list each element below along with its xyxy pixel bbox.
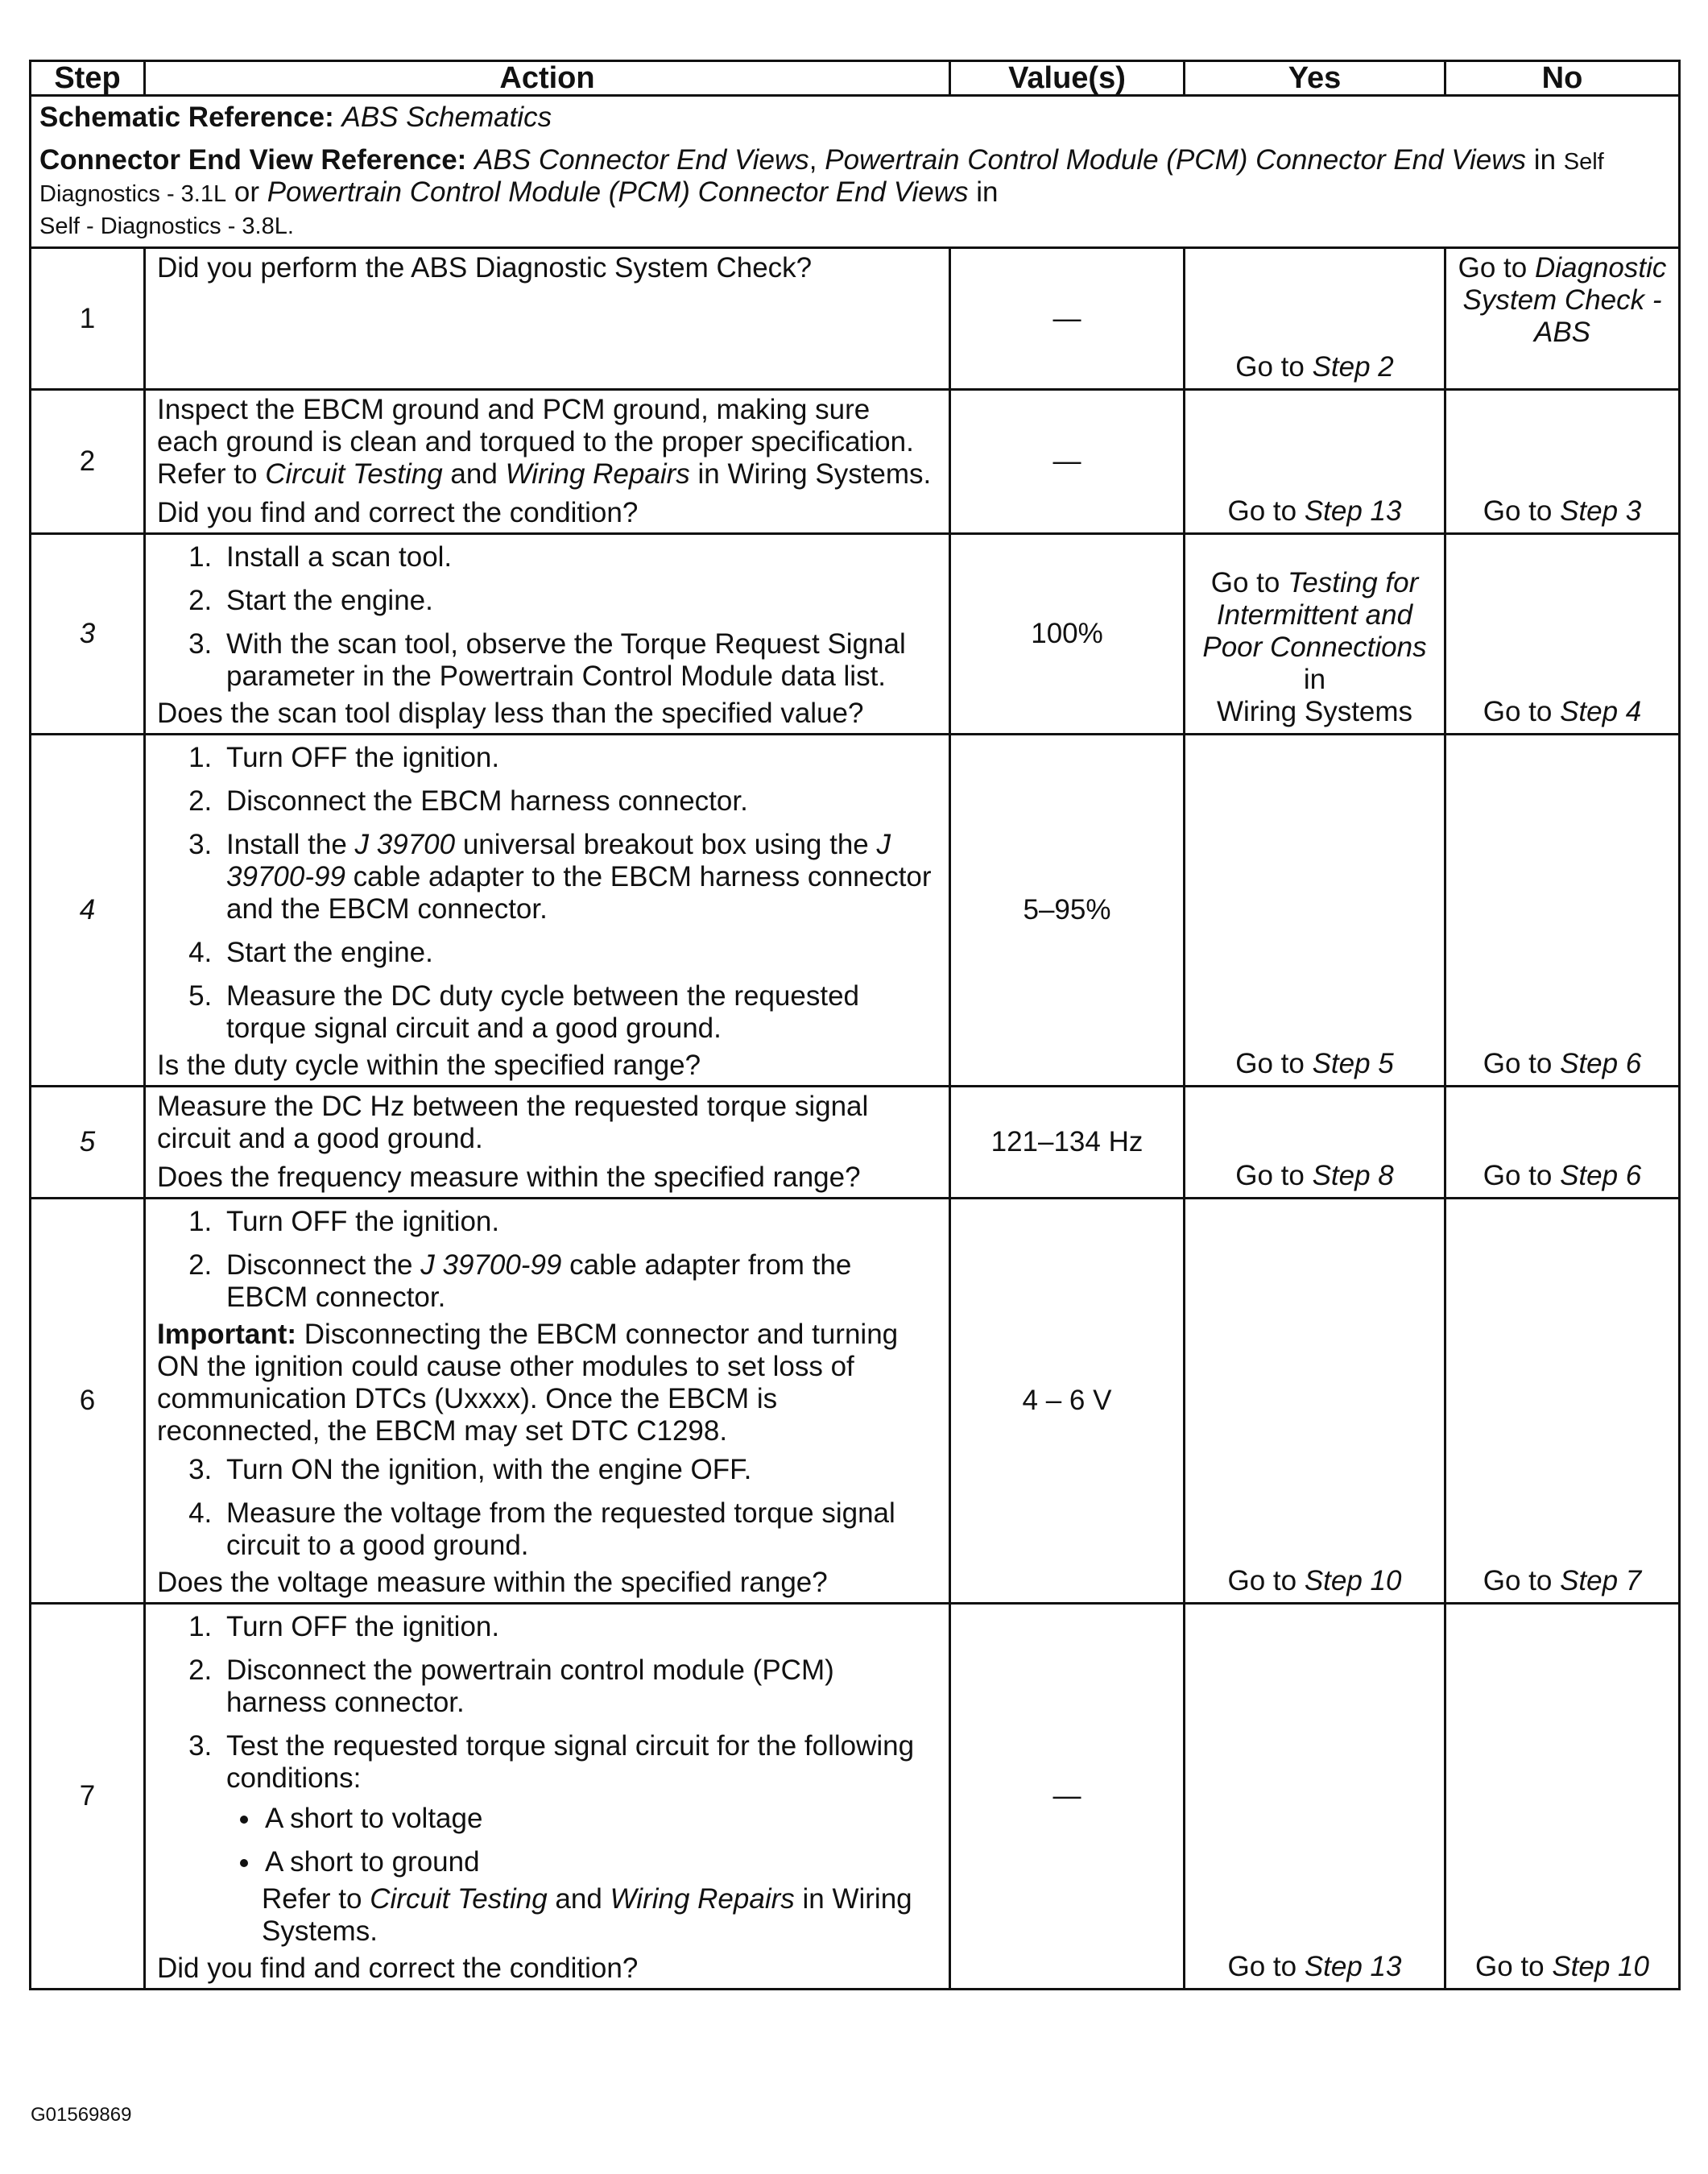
value-cell: 121–134 Hz (950, 1087, 1185, 1199)
list-item: 3. Turn ON the ignition, with the engine OFF. (220, 1454, 937, 1486)
action-cell (145, 1604, 950, 1990)
no-ref: Diagnostic System Check - ABS (1462, 252, 1667, 348)
table-row-step-1 (31, 248, 1680, 390)
value-cell: — (950, 390, 1185, 534)
yes-cell: Go to Step 10 (1185, 1199, 1445, 1604)
yes-cell: Go to Step 2 (1185, 248, 1445, 390)
connector-value-1: ABS Connector End Views (474, 144, 809, 176)
list-item: 1. Turn OFF the ignition. (220, 1206, 937, 1238)
header-values: Value(s) (950, 61, 1185, 96)
action-question: Is the duty cycle within the specified range? (157, 1050, 701, 1081)
list-item: 4. Start the engine. (220, 937, 937, 969)
list-item: • A short to voltage (262, 1803, 937, 1835)
step-number: 7 (31, 1604, 145, 1990)
list-item: 1. Turn OFF the ignition. (220, 1611, 937, 1643)
yes-cell: Go to Step 13 (1185, 390, 1445, 534)
no-cell: Go to Step 6 (1445, 735, 1680, 1087)
no-cell: Go to Step 7 (1445, 1199, 1680, 1604)
table-row-step-2 (31, 390, 1680, 534)
no-cell: Go to Diagnostic System Check - ABS (1445, 248, 1680, 390)
yes-ref: Step 13 (1304, 495, 1402, 527)
schematic-value: ABS Schematics (341, 101, 552, 133)
schematic-reference (39, 101, 1670, 134)
list-item: 1. Turn OFF the ignition. (220, 742, 937, 774)
action-question: Does the frequency measure within the specified range? (157, 1162, 861, 1193)
action-text: Measure the DC Hz between the requested torque signal circuit and a good ground. (157, 1091, 869, 1154)
connector-sep: , (809, 144, 825, 176)
action-list (157, 1611, 937, 1948)
table-row-step-7 (31, 1604, 1680, 1990)
list-item: 2. Disconnect the powertrain control module (PCM) harness connector. (220, 1654, 937, 1719)
value-cell: 4 – 6 V (950, 1199, 1185, 1604)
yes-cell: Go to Step 5 (1185, 735, 1445, 1087)
no-cell: Go to Step 4 (1445, 534, 1680, 735)
action-question: Did you find and correct the condition? (157, 497, 639, 528)
connector-loc-2: Self - Diagnostics - 3.8L. (39, 213, 294, 239)
list-item: 5. Measure the DC duty cycle between the requested torque signal circuit and a good ground. (220, 980, 937, 1045)
action-list (157, 1206, 937, 1314)
no-cell: Go to Step 6 (1445, 1087, 1680, 1199)
yes-ref: Step 2 (1312, 351, 1394, 383)
step-number: 2 (31, 390, 145, 534)
action-list (157, 1454, 937, 1562)
connector-loc-1: Self Diagnostics - 3.1L (39, 149, 1604, 207)
list-item: 2. Start the engine. (220, 585, 937, 617)
connector-in-2: in (968, 176, 999, 208)
list-item: 2. Disconnect the EBCM harness connector. (220, 785, 937, 818)
yes-ref: Step 10 (1304, 1565, 1402, 1596)
list-item: 2. Disconnect the J 39700-99 cable adapter from the EBCM connector. (220, 1249, 937, 1314)
refer-text: Refer to Circuit Testing and Wiring Repairs in Wiring Systems. (262, 1883, 912, 1947)
connector-value-3: Powertrain Control Module (PCM) Connector End Views (267, 176, 969, 208)
value-cell: — (950, 1604, 1185, 1990)
no-ref: Step 7 (1560, 1565, 1642, 1596)
connector-or: or (226, 176, 267, 208)
no-cell: Go to Step 10 (1445, 1604, 1680, 1990)
yes-cell: Go to Step 13 (1185, 1604, 1445, 1990)
value-cell: 100% (950, 534, 1185, 735)
no-ref: Step 6 (1560, 1160, 1642, 1191)
yes-cell: Go to Step 8 (1185, 1087, 1445, 1199)
action-cell (145, 534, 950, 735)
header-row (31, 61, 1680, 96)
condition-list (226, 1803, 937, 1878)
step-number: 3 (31, 534, 145, 735)
table-row-step-5 (31, 1087, 1680, 1199)
no-ref: Step 10 (1552, 1951, 1649, 1982)
reference-row (31, 96, 1680, 248)
header-no: No (1445, 61, 1680, 96)
action-cell (145, 248, 950, 390)
action-question: Does the scan tool display less than the specified value? (157, 698, 864, 729)
yes-cell: Go to Testing for Intermittent and Poor Connections in Wiring Systems (1185, 534, 1445, 735)
table-row-step-3 (31, 534, 1680, 735)
connector-in-1: in (1526, 144, 1564, 176)
header-yes: Yes (1185, 61, 1445, 96)
no-ref: Step 6 (1560, 1048, 1642, 1079)
header-action: Action (145, 61, 950, 96)
action-text: Inspect the EBCM ground and PCM ground, making sure each ground is clean and torqued to the proper specification. Refer to Circuit Testing and Wiring Repairs in Wiring Systems. (157, 394, 932, 490)
connector-value-2: Powertrain Control Module (PCM) Connector End Views (825, 144, 1527, 176)
action-cell (145, 735, 950, 1087)
list-item: • A short to ground (262, 1846, 937, 1878)
yes-ref: Testing for Intermittent and Poor Connections (1202, 567, 1427, 663)
action-cell (145, 1087, 950, 1199)
step-number: 4 (31, 735, 145, 1087)
no-cell: Go to Step 3 (1445, 390, 1680, 534)
step-number: 6 (31, 1199, 145, 1604)
step-number: 5 (31, 1087, 145, 1199)
connector-reference (39, 145, 1670, 242)
action-question: Did you perform the ABS Diagnostic System Check? (157, 252, 813, 284)
list-item: 3. Test the requested torque signal circuit for the following conditions: • A short to voltage • A short to ground Refer to Circuit Testing and Wiring Repairs in Wiring Systems. (220, 1730, 937, 1948)
diagnostic-table (29, 60, 1681, 1990)
no-ref: Step 3 (1560, 495, 1642, 527)
list-item: 4. Measure the voltage from the requested torque signal circuit to a good ground. (220, 1497, 937, 1562)
value-cell: — (950, 248, 1185, 390)
table-row-step-4 (31, 735, 1680, 1087)
step-number: 1 (31, 248, 145, 390)
list-item: 3. With the scan tool, observe the Torque Request Signal parameter in the Powertrain Control Module data list. (220, 628, 937, 693)
figure-id: G01569869 (31, 2104, 132, 2126)
header-step: Step (31, 61, 145, 96)
action-question: Did you find and correct the condition? (157, 1952, 639, 1984)
connector-label: Connector End View Reference: (39, 144, 467, 176)
schematic-label: Schematic Reference: (39, 101, 334, 133)
yes-ref: Step 13 (1304, 1951, 1402, 1982)
yes-ref: Step 8 (1312, 1160, 1394, 1191)
table-row-step-6 (31, 1199, 1680, 1604)
action-cell (145, 1199, 950, 1604)
value-cell: 5–95% (950, 735, 1185, 1087)
reference-cell (31, 96, 1680, 248)
list-item: 3. Install the J 39700 universal breakout box using the J 39700-99 cable adapter to the EBCM harness connector and the EBCM connector. (220, 829, 937, 926)
action-list (157, 541, 937, 693)
action-cell (145, 390, 950, 534)
action-list (157, 742, 937, 1045)
no-ref: Step 4 (1560, 696, 1642, 727)
yes-ref: Step 5 (1312, 1048, 1394, 1079)
action-question: Does the voltage measure within the specified range? (157, 1567, 828, 1598)
list-item: 1. Install a scan tool. (220, 541, 937, 574)
important-note: Important: Disconnecting the EBCM connector and turning ON the ignition could cause other modules to set loss of communication DTCs (Uxxxx). Once the EBCM is reconnected, the EBCM may set DTC C1298. (157, 1319, 899, 1447)
